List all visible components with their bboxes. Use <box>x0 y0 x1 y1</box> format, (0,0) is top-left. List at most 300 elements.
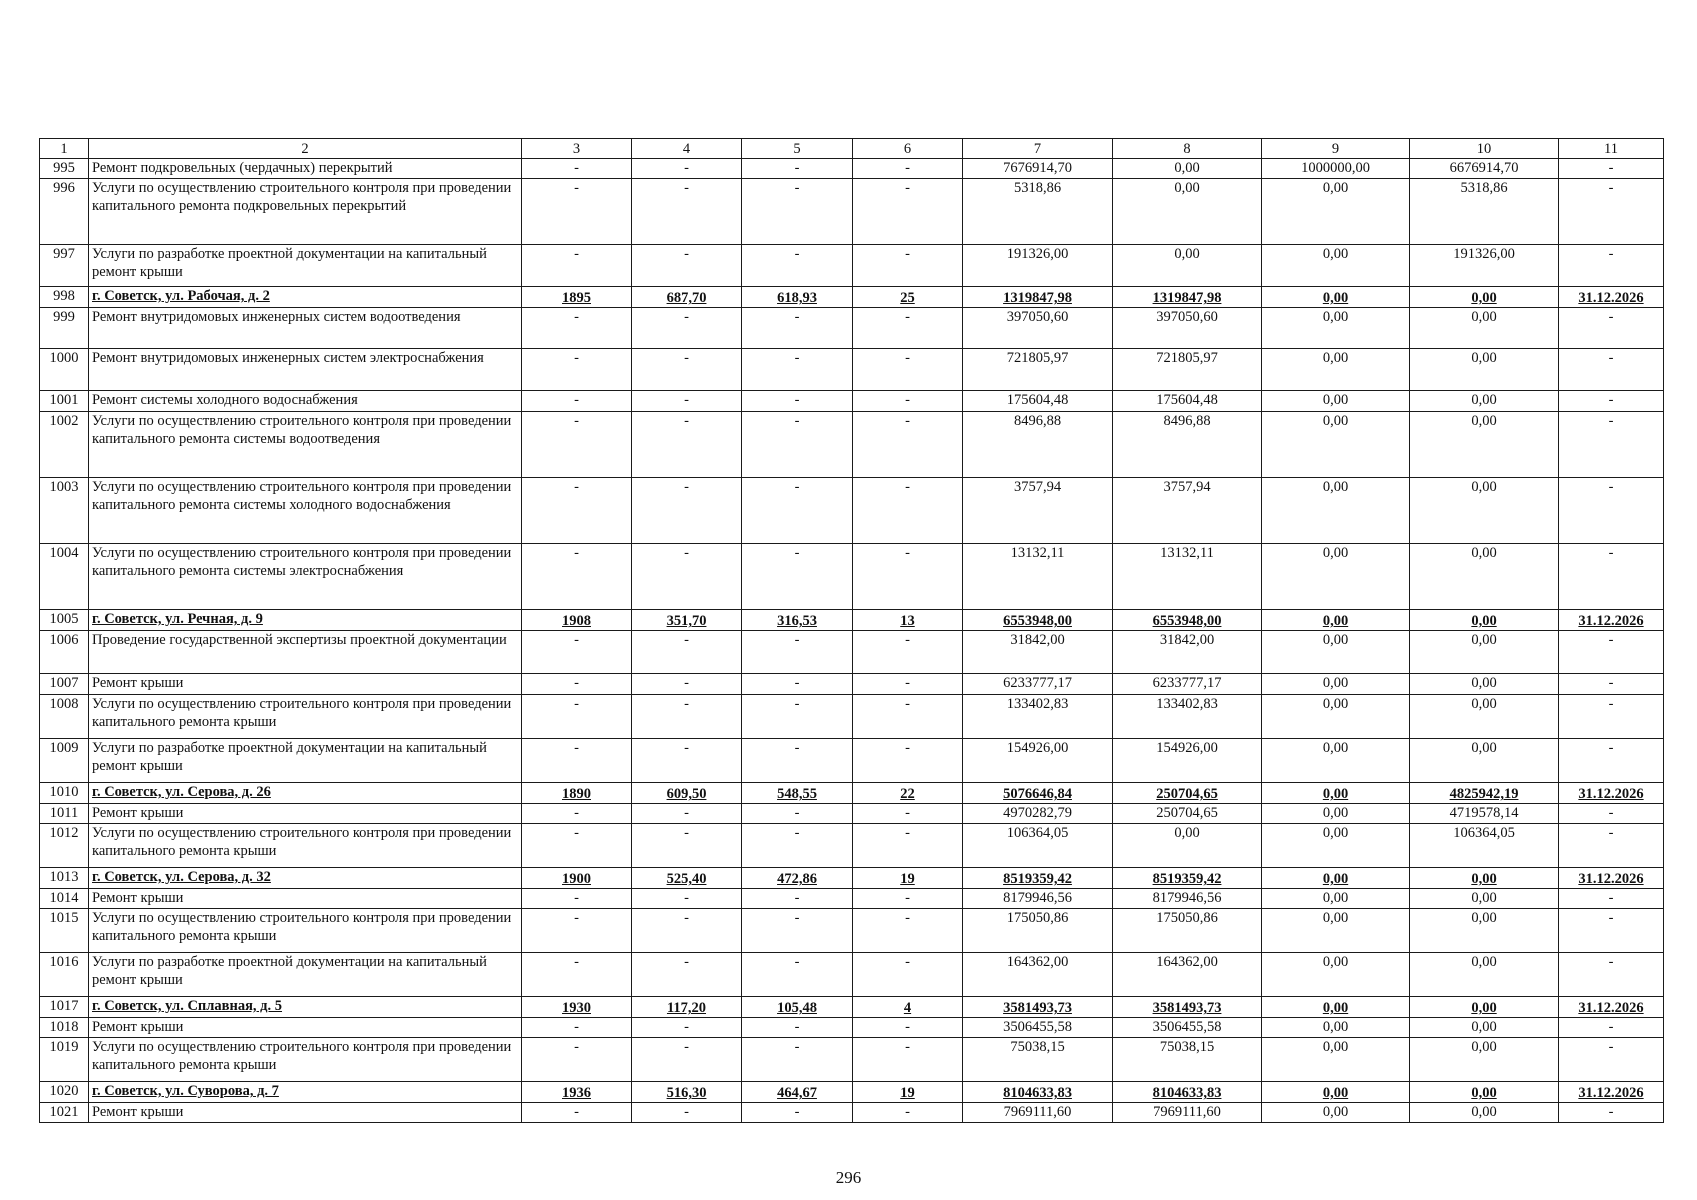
work-row <box>40 179 1664 245</box>
value-cell-col4: - <box>632 739 742 783</box>
address-row <box>40 997 1664 1018</box>
value-cell-col9: 0,00 <box>1262 909 1410 953</box>
value-cell-col5: 105,48 <box>742 997 853 1018</box>
value-cell-col9: 0,00 <box>1262 478 1410 544</box>
value-cell-col3: - <box>522 245 632 287</box>
column-header-11: 11 <box>1559 139 1664 159</box>
work-row <box>40 804 1664 824</box>
value-cell-col11: - <box>1559 889 1664 909</box>
value-cell-col8: 0,00 <box>1113 179 1262 245</box>
column-header-4: 4 <box>632 139 742 159</box>
value-cell-col7: 106364,05 <box>963 824 1113 868</box>
value-cell-col8: 6553948,00 <box>1113 610 1262 631</box>
value-cell-col5: - <box>742 695 853 739</box>
value-cell-col10: 0,00 <box>1410 997 1559 1018</box>
value-cell-col4: - <box>632 824 742 868</box>
register-sheet <box>39 138 1663 1123</box>
value-cell-col6: - <box>853 159 963 179</box>
value-cell-col9: 0,00 <box>1262 997 1410 1018</box>
work-row <box>40 478 1664 544</box>
work-row <box>40 824 1664 868</box>
value-cell-col6: - <box>853 695 963 739</box>
value-cell-col9: 0,00 <box>1262 889 1410 909</box>
row-name-cell: Услуги по осуществлению строительного контроля при проведении капитального ремонта крыши <box>89 824 522 868</box>
row-name-cell: Ремонт внутридомовых инженерных систем электроснабжения <box>89 349 522 391</box>
value-cell-col5: - <box>742 889 853 909</box>
value-cell-col8: 250704,65 <box>1113 804 1262 824</box>
value-cell-col4: - <box>632 179 742 245</box>
value-cell-col8: 13132,11 <box>1113 544 1262 610</box>
value-cell-col3: - <box>522 889 632 909</box>
value-cell-col6: - <box>853 544 963 610</box>
value-cell-col3: - <box>522 739 632 783</box>
row-number-cell: 999 <box>40 308 89 349</box>
value-cell-col8: 250704,65 <box>1113 783 1262 804</box>
value-cell-col5: - <box>742 179 853 245</box>
address-row <box>40 287 1664 308</box>
value-cell-col11: 31.12.2026 <box>1559 287 1664 308</box>
value-cell-col11: - <box>1559 349 1664 391</box>
row-name-cell: г. Советск, ул. Сплавная, д. 5 <box>89 997 522 1018</box>
row-number-cell: 1015 <box>40 909 89 953</box>
page-number: 296 <box>835 1168 862 1187</box>
value-cell-col10: 0,00 <box>1410 412 1559 478</box>
row-name-cell: Услуги по разработке проектной документации на капитальный ремонт крыши <box>89 739 522 783</box>
value-cell-col11: - <box>1559 674 1664 695</box>
row-number-cell: 1003 <box>40 478 89 544</box>
value-cell-col4: - <box>632 1103 742 1123</box>
value-cell-col9: 0,00 <box>1262 1038 1410 1082</box>
work-row <box>40 695 1664 739</box>
row-name-cell: Услуги по разработке проектной документации на капитальный ремонт крыши <box>89 953 522 997</box>
value-cell-col9: 0,00 <box>1262 953 1410 997</box>
value-cell-col3: - <box>522 412 632 478</box>
value-cell-col7: 721805,97 <box>963 349 1113 391</box>
column-header-10: 10 <box>1410 139 1559 159</box>
value-cell-col6: - <box>853 412 963 478</box>
value-cell-col11: - <box>1559 544 1664 610</box>
row-name-cell: Услуги по разработке проектной документации на капитальный ремонт крыши <box>89 245 522 287</box>
value-cell-col9: 0,00 <box>1262 674 1410 695</box>
value-cell-col8: 1319847,98 <box>1113 287 1262 308</box>
row-name-cell: Услуги по осуществлению строительного контроля при проведении капитального ремонта подкровельных перекрытий <box>89 179 522 245</box>
work-row <box>40 349 1664 391</box>
value-cell-col11: 31.12.2026 <box>1559 1082 1664 1103</box>
value-cell-col8: 0,00 <box>1113 824 1262 868</box>
row-name-cell: г. Советск, ул. Суворова, д. 7 <box>89 1082 522 1103</box>
value-cell-col7: 31842,00 <box>963 631 1113 674</box>
value-cell-col7: 4970282,79 <box>963 804 1113 824</box>
row-number-cell: 1020 <box>40 1082 89 1103</box>
value-cell-col8: 0,00 <box>1113 245 1262 287</box>
row-number-cell: 1008 <box>40 695 89 739</box>
value-cell-col8: 164362,00 <box>1113 953 1262 997</box>
value-cell-col3: - <box>522 674 632 695</box>
value-cell-col7: 6553948,00 <box>963 610 1113 631</box>
value-cell-col10: 0,00 <box>1410 1038 1559 1082</box>
row-name-cell: Ремонт крыши <box>89 889 522 909</box>
value-cell-col6: - <box>853 953 963 997</box>
value-cell-col3: 1895 <box>522 287 632 308</box>
value-cell-col8: 397050,60 <box>1113 308 1262 349</box>
value-cell-col10: 0,00 <box>1410 349 1559 391</box>
value-cell-col8: 0,00 <box>1113 159 1262 179</box>
row-number-cell: 1007 <box>40 674 89 695</box>
value-cell-col6: - <box>853 308 963 349</box>
value-cell-col6: - <box>853 391 963 412</box>
value-cell-col3: - <box>522 159 632 179</box>
value-cell-col4: 687,70 <box>632 287 742 308</box>
work-row <box>40 1018 1664 1038</box>
value-cell-col6: 22 <box>853 783 963 804</box>
value-cell-col5: - <box>742 824 853 868</box>
value-cell-col3: - <box>522 349 632 391</box>
value-cell-col4: 351,70 <box>632 610 742 631</box>
value-cell-col10: 0,00 <box>1410 287 1559 308</box>
value-cell-col4: - <box>632 349 742 391</box>
value-cell-col4: - <box>632 544 742 610</box>
value-cell-col4: - <box>632 391 742 412</box>
row-name-cell: Ремонт крыши <box>89 674 522 695</box>
column-header-5: 5 <box>742 139 853 159</box>
value-cell-col6: 13 <box>853 610 963 631</box>
work-row <box>40 308 1664 349</box>
value-cell-col3: - <box>522 544 632 610</box>
row-number-cell: 1002 <box>40 412 89 478</box>
value-cell-col11: 31.12.2026 <box>1559 783 1664 804</box>
value-cell-col4: - <box>632 909 742 953</box>
value-cell-col5: - <box>742 544 853 610</box>
value-cell-col5: - <box>742 412 853 478</box>
value-cell-col9: 0,00 <box>1262 544 1410 610</box>
address-row <box>40 783 1664 804</box>
value-cell-col8: 8496,88 <box>1113 412 1262 478</box>
value-cell-col9: 0,00 <box>1262 824 1410 868</box>
row-number-cell: 1005 <box>40 610 89 631</box>
value-cell-col10: 0,00 <box>1410 1018 1559 1038</box>
table-body <box>40 159 1664 1123</box>
value-cell-col3: - <box>522 1103 632 1123</box>
value-cell-col4: - <box>632 953 742 997</box>
row-number-cell: 995 <box>40 159 89 179</box>
value-cell-col8: 75038,15 <box>1113 1038 1262 1082</box>
work-row <box>40 953 1664 997</box>
value-cell-col5: 618,93 <box>742 287 853 308</box>
value-cell-col7: 7676914,70 <box>963 159 1113 179</box>
value-cell-col11: - <box>1559 1103 1664 1123</box>
value-cell-col8: 133402,83 <box>1113 695 1262 739</box>
value-cell-col3: 1936 <box>522 1082 632 1103</box>
work-row <box>40 1103 1664 1123</box>
value-cell-col10: 0,00 <box>1410 544 1559 610</box>
value-cell-col11: - <box>1559 1018 1664 1038</box>
value-cell-col7: 7969111,60 <box>963 1103 1113 1123</box>
value-cell-col5: - <box>742 245 853 287</box>
value-cell-col7: 5318,86 <box>963 179 1113 245</box>
column-header-8: 8 <box>1113 139 1262 159</box>
value-cell-col10: 0,00 <box>1410 610 1559 631</box>
value-cell-col10: 191326,00 <box>1410 245 1559 287</box>
value-cell-col6: - <box>853 349 963 391</box>
capital-repair-table <box>39 138 1664 1123</box>
row-number-cell: 1010 <box>40 783 89 804</box>
row-name-cell: Ремонт системы холодного водоснабжения <box>89 391 522 412</box>
column-header-9: 9 <box>1262 139 1410 159</box>
value-cell-col9: 0,00 <box>1262 287 1410 308</box>
value-cell-col5: - <box>742 739 853 783</box>
value-cell-col5: - <box>742 349 853 391</box>
work-row <box>40 412 1664 478</box>
value-cell-col8: 721805,97 <box>1113 349 1262 391</box>
value-cell-col3: - <box>522 478 632 544</box>
value-cell-col9: 0,00 <box>1262 179 1410 245</box>
value-cell-col7: 3581493,73 <box>963 997 1113 1018</box>
value-cell-col4: - <box>632 1038 742 1082</box>
value-cell-col11: - <box>1559 631 1664 674</box>
value-cell-col4: - <box>632 804 742 824</box>
value-cell-col7: 175604,48 <box>963 391 1113 412</box>
value-cell-col6: - <box>853 179 963 245</box>
value-cell-col8: 3506455,58 <box>1113 1018 1262 1038</box>
value-cell-col9: 0,00 <box>1262 868 1410 889</box>
value-cell-col3: 1890 <box>522 783 632 804</box>
value-cell-col4: - <box>632 1018 742 1038</box>
value-cell-col9: 0,00 <box>1262 739 1410 783</box>
value-cell-col8: 8519359,42 <box>1113 868 1262 889</box>
work-row <box>40 739 1664 783</box>
row-name-cell: Ремонт подкровельных (чердачных) перекрытий <box>89 159 522 179</box>
value-cell-col10: 0,00 <box>1410 868 1559 889</box>
work-row <box>40 674 1664 695</box>
value-cell-col5: - <box>742 478 853 544</box>
value-cell-col11: - <box>1559 159 1664 179</box>
row-name-cell: Ремонт крыши <box>89 1018 522 1038</box>
value-cell-col11: - <box>1559 1038 1664 1082</box>
value-cell-col4: 609,50 <box>632 783 742 804</box>
value-cell-col4: - <box>632 159 742 179</box>
row-name-cell: Ремонт внутридомовых инженерных систем водоотведения <box>89 308 522 349</box>
value-cell-col3: - <box>522 804 632 824</box>
value-cell-col11: - <box>1559 179 1664 245</box>
value-cell-col5: - <box>742 159 853 179</box>
row-name-cell: Ремонт крыши <box>89 804 522 824</box>
row-number-cell: 1001 <box>40 391 89 412</box>
value-cell-col8: 3581493,73 <box>1113 997 1262 1018</box>
value-cell-col9: 0,00 <box>1262 631 1410 674</box>
value-cell-col7: 133402,83 <box>963 695 1113 739</box>
row-number-cell: 1016 <box>40 953 89 997</box>
row-number-cell: 1006 <box>40 631 89 674</box>
value-cell-col9: 0,00 <box>1262 308 1410 349</box>
row-number-cell: 1017 <box>40 997 89 1018</box>
value-cell-col6: - <box>853 909 963 953</box>
value-cell-col6: - <box>853 804 963 824</box>
value-cell-col11: - <box>1559 739 1664 783</box>
value-cell-col5: 316,53 <box>742 610 853 631</box>
value-cell-col10: 0,00 <box>1410 889 1559 909</box>
value-cell-col6: - <box>853 739 963 783</box>
row-name-cell: Услуги по осуществлению строительного контроля при проведении капитального ремонта системы водоотведения <box>89 412 522 478</box>
value-cell-col8: 8104633,83 <box>1113 1082 1262 1103</box>
value-cell-col5: - <box>742 1103 853 1123</box>
value-cell-col5: - <box>742 1018 853 1038</box>
value-cell-col5: - <box>742 631 853 674</box>
column-header-7: 7 <box>963 139 1113 159</box>
value-cell-col3: - <box>522 1018 632 1038</box>
value-cell-col7: 3757,94 <box>963 478 1113 544</box>
value-cell-col7: 191326,00 <box>963 245 1113 287</box>
row-number-cell: 1021 <box>40 1103 89 1123</box>
row-name-cell: Услуги по осуществлению строительного контроля при проведении капитального ремонта крыши <box>89 1038 522 1082</box>
value-cell-col3: - <box>522 631 632 674</box>
value-cell-col6: 4 <box>853 997 963 1018</box>
value-cell-col11: 31.12.2026 <box>1559 610 1664 631</box>
value-cell-col10: 0,00 <box>1410 953 1559 997</box>
value-cell-col9: 1000000,00 <box>1262 159 1410 179</box>
value-cell-col9: 0,00 <box>1262 695 1410 739</box>
row-name-cell: Услуги по осуществлению строительного контроля при проведении капитального ремонта крыши <box>89 909 522 953</box>
value-cell-col7: 397050,60 <box>963 308 1113 349</box>
value-cell-col6: - <box>853 631 963 674</box>
address-row <box>40 610 1664 631</box>
value-cell-col11: - <box>1559 412 1664 478</box>
value-cell-col6: 19 <box>853 868 963 889</box>
value-cell-col6: - <box>853 478 963 544</box>
row-number-cell: 1000 <box>40 349 89 391</box>
value-cell-col10: 4719578,14 <box>1410 804 1559 824</box>
value-cell-col4: - <box>632 412 742 478</box>
work-row <box>40 544 1664 610</box>
value-cell-col7: 6233777,17 <box>963 674 1113 695</box>
row-number-cell: 1009 <box>40 739 89 783</box>
value-cell-col5: - <box>742 674 853 695</box>
value-cell-col11: - <box>1559 804 1664 824</box>
value-cell-col10: 0,00 <box>1410 308 1559 349</box>
row-name-cell: Проведение государственной экспертизы проектной документации <box>89 631 522 674</box>
value-cell-col5: - <box>742 909 853 953</box>
row-name-cell: Услуги по осуществлению строительного контроля при проведении капитального ремонта системы электроснабжения <box>89 544 522 610</box>
value-cell-col11: - <box>1559 478 1664 544</box>
column-header-1: 1 <box>40 139 89 159</box>
value-cell-col11: - <box>1559 953 1664 997</box>
value-cell-col3: - <box>522 1038 632 1082</box>
row-number-cell: 1018 <box>40 1018 89 1038</box>
value-cell-col6: 19 <box>853 1082 963 1103</box>
value-cell-col10: 0,00 <box>1410 391 1559 412</box>
value-cell-col11: - <box>1559 245 1664 287</box>
value-cell-col7: 8519359,42 <box>963 868 1113 889</box>
value-cell-col9: 0,00 <box>1262 412 1410 478</box>
value-cell-col9: 0,00 <box>1262 783 1410 804</box>
value-cell-col8: 31842,00 <box>1113 631 1262 674</box>
value-cell-col3: 1908 <box>522 610 632 631</box>
row-number-cell: 1014 <box>40 889 89 909</box>
value-cell-col3: - <box>522 909 632 953</box>
value-cell-col5: - <box>742 391 853 412</box>
value-cell-col7: 175050,86 <box>963 909 1113 953</box>
value-cell-col9: 0,00 <box>1262 349 1410 391</box>
value-cell-col7: 8496,88 <box>963 412 1113 478</box>
value-cell-col5: 464,67 <box>742 1082 853 1103</box>
value-cell-col11: - <box>1559 308 1664 349</box>
value-cell-col3: - <box>522 308 632 349</box>
value-cell-col10: 0,00 <box>1410 478 1559 544</box>
column-header-3: 3 <box>522 139 632 159</box>
value-cell-col5: - <box>742 1038 853 1082</box>
value-cell-col4: - <box>632 631 742 674</box>
column-header-2: 2 <box>89 139 522 159</box>
value-cell-col6: 25 <box>853 287 963 308</box>
value-cell-col9: 0,00 <box>1262 1103 1410 1123</box>
row-name-cell: г. Советск, ул. Серова, д. 26 <box>89 783 522 804</box>
row-number-cell: 1004 <box>40 544 89 610</box>
value-cell-col6: - <box>853 1018 963 1038</box>
work-row <box>40 631 1664 674</box>
value-cell-col10: 4825942,19 <box>1410 783 1559 804</box>
value-cell-col4: 117,20 <box>632 997 742 1018</box>
column-header-6: 6 <box>853 139 963 159</box>
value-cell-col6: - <box>853 889 963 909</box>
value-cell-col4: - <box>632 674 742 695</box>
value-cell-col8: 7969111,60 <box>1113 1103 1262 1123</box>
value-cell-col10: 0,00 <box>1410 631 1559 674</box>
work-row <box>40 909 1664 953</box>
value-cell-col8: 3757,94 <box>1113 478 1262 544</box>
value-cell-col6: - <box>853 674 963 695</box>
value-cell-col11: - <box>1559 909 1664 953</box>
value-cell-col9: 0,00 <box>1262 245 1410 287</box>
value-cell-col7: 5076646,84 <box>963 783 1113 804</box>
work-row <box>40 245 1664 287</box>
row-number-cell: 1013 <box>40 868 89 889</box>
row-number-cell: 996 <box>40 179 89 245</box>
value-cell-col4: 525,40 <box>632 868 742 889</box>
value-cell-col11: 31.12.2026 <box>1559 997 1664 1018</box>
value-cell-col4: 516,30 <box>632 1082 742 1103</box>
value-cell-col4: - <box>632 478 742 544</box>
value-cell-col7: 164362,00 <box>963 953 1113 997</box>
value-cell-col5: - <box>742 804 853 824</box>
value-cell-col6: - <box>853 1103 963 1123</box>
value-cell-col3: - <box>522 824 632 868</box>
value-cell-col11: - <box>1559 695 1664 739</box>
address-row <box>40 868 1664 889</box>
work-row <box>40 889 1664 909</box>
value-cell-col10: 0,00 <box>1410 739 1559 783</box>
value-cell-col6: - <box>853 824 963 868</box>
value-cell-col8: 175050,86 <box>1113 909 1262 953</box>
work-row <box>40 1038 1664 1082</box>
value-cell-col4: - <box>632 245 742 287</box>
value-cell-col3: - <box>522 391 632 412</box>
value-cell-col8: 6233777,17 <box>1113 674 1262 695</box>
value-cell-col5: 548,55 <box>742 783 853 804</box>
value-cell-col7: 1319847,98 <box>963 287 1113 308</box>
value-cell-col11: 31.12.2026 <box>1559 868 1664 889</box>
value-cell-col3: - <box>522 695 632 739</box>
value-cell-col8: 175604,48 <box>1113 391 1262 412</box>
row-name-cell: г. Советск, ул. Серова, д. 32 <box>89 868 522 889</box>
value-cell-col10: 6676914,70 <box>1410 159 1559 179</box>
value-cell-col4: - <box>632 889 742 909</box>
value-cell-col3: 1900 <box>522 868 632 889</box>
value-cell-col5: 472,86 <box>742 868 853 889</box>
value-cell-col7: 13132,11 <box>963 544 1113 610</box>
value-cell-col10: 0,00 <box>1410 1103 1559 1123</box>
value-cell-col5: - <box>742 953 853 997</box>
row-number-cell: 997 <box>40 245 89 287</box>
value-cell-col7: 3506455,58 <box>963 1018 1113 1038</box>
